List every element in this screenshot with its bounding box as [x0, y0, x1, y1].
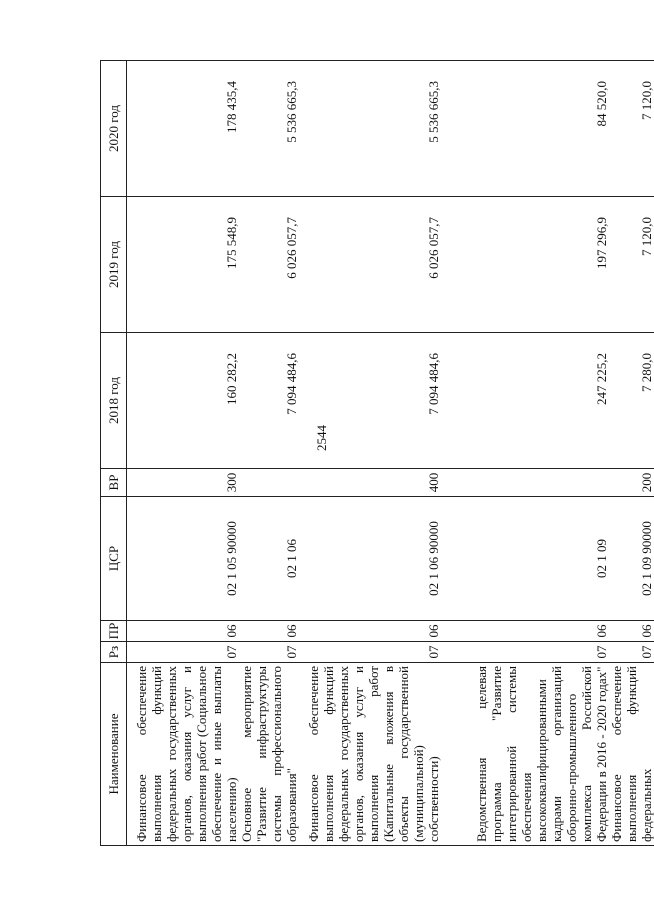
row-2019: 7 120,0 — [609, 197, 654, 333]
row-csr: 02 1 06 90000 — [299, 497, 441, 621]
row-csr: 02 1 09 90000 — [609, 497, 654, 621]
col-header-pr: ПР — [101, 621, 127, 642]
rotated-page-content — [100, 61, 654, 846]
row-csr: 02 1 06 — [239, 497, 299, 621]
row-name: Финансовое обеспечение выполнения функций федеральных государственных органов, оказания услуг и выполнения работ (Социальное обеспечение и иные выплаты населению) — [127, 663, 240, 846]
row-2018: 7 094 484,6 — [239, 333, 299, 469]
row-2018: 7 280,0 — [609, 333, 654, 469]
table-row — [299, 61, 441, 846]
row-name: Финансовое обеспечение выполнения функций федеральных — [609, 663, 654, 846]
row-csr: 02 1 09 — [441, 497, 609, 621]
row-pr: 06 — [299, 621, 441, 642]
table-row — [609, 61, 654, 846]
header-row — [101, 61, 127, 846]
row-vr: 400 — [299, 469, 441, 497]
row-2018: 247 225,2 — [441, 333, 609, 469]
row-2018: 160 282,2 — [127, 333, 240, 469]
row-2020: 7 120,0 — [609, 61, 654, 197]
page-number: 2544 — [314, 425, 329, 451]
row-vr — [239, 469, 299, 497]
row-rz: 07 — [127, 642, 240, 663]
row-2019: 197 296,9 — [441, 197, 609, 333]
col-header-vr: ВР — [101, 469, 127, 497]
row-rz: 07 — [441, 642, 609, 663]
row-rz: 07 — [609, 642, 654, 663]
budget-table — [100, 60, 654, 846]
row-2019: 6 026 057,7 — [299, 197, 441, 333]
row-vr: 200 — [609, 469, 654, 497]
table-row — [127, 61, 240, 846]
row-csr: 02 1 05 90000 — [127, 497, 240, 621]
table-row — [239, 61, 299, 846]
row-rz: 07 — [299, 642, 441, 663]
row-name: Ведомственная целевая программа "Развитие интегрированной системы обеспечения высококвалифицированными кадрами организаций оборонно-промышленного комплекса Российской Федерации в 2016 - 2020 годах" — [441, 663, 609, 846]
table-row — [441, 61, 609, 846]
col-header-name: Наименование — [101, 663, 127, 846]
col-header-rz: Рз — [101, 642, 127, 663]
row-rz: 07 — [239, 642, 299, 663]
row-2018: 7 094 484,6 — [299, 333, 441, 469]
row-2020: 84 520,0 — [441, 61, 609, 197]
row-vr: 300 — [127, 469, 240, 497]
col-header-csr: ЦСР — [101, 497, 127, 621]
row-2019: 6 026 057,7 — [239, 197, 299, 333]
row-name: Основное мероприятие "Развитие инфраструктуры системы профессионального образования" — [239, 663, 299, 846]
row-pr: 06 — [609, 621, 654, 642]
row-2020: 178 435,4 — [127, 61, 240, 197]
col-header-2019: 2019 год — [101, 197, 127, 333]
row-vr — [441, 469, 609, 497]
row-2020: 5 536 665,3 — [299, 61, 441, 197]
row-pr: 06 — [127, 621, 240, 642]
row-pr: 06 — [441, 621, 609, 642]
row-pr: 06 — [239, 621, 299, 642]
row-2019: 175 548,9 — [127, 197, 240, 333]
row-2020: 5 536 665,3 — [239, 61, 299, 197]
row-name: Финансовое обеспечение выполнения функций федеральных государственных органов, оказания услуг и выполнения работ (Капитальные вложения в объекты государственной (муниципальной) собственности) — [299, 663, 441, 846]
col-header-2018: 2018 год — [101, 333, 127, 469]
col-header-2020: 2020 год — [101, 61, 127, 197]
